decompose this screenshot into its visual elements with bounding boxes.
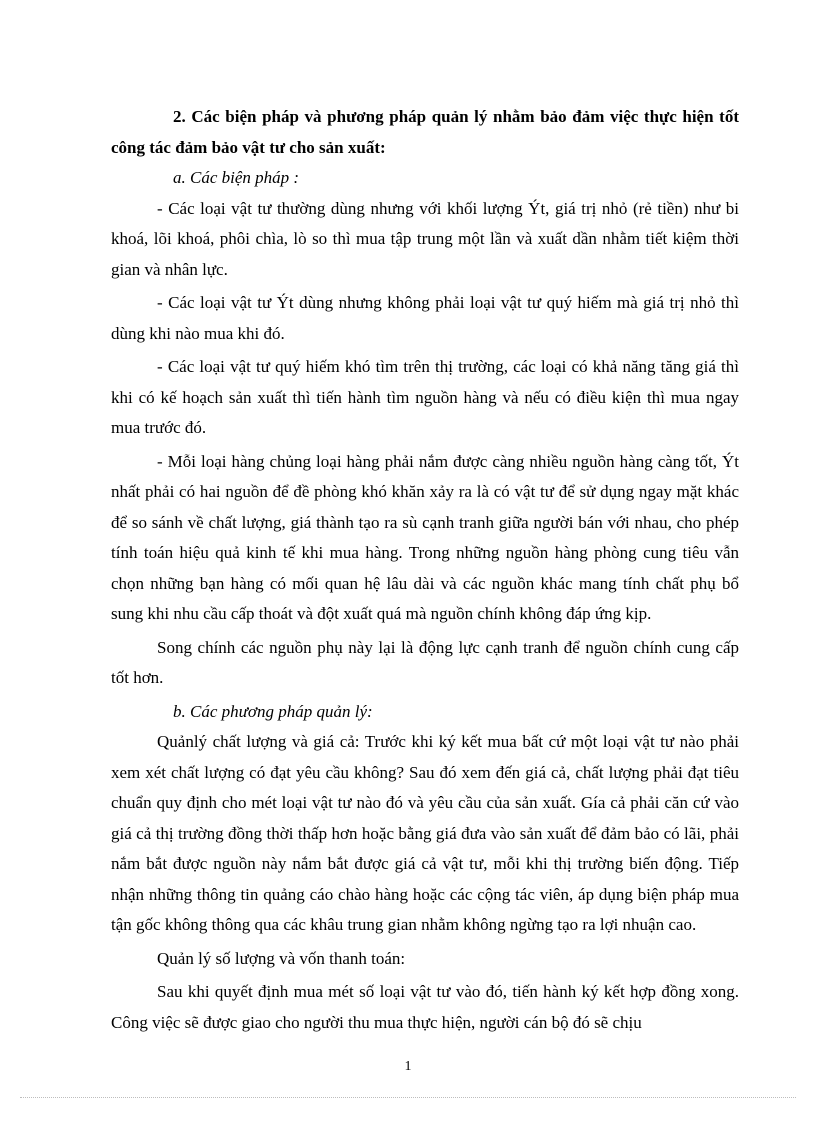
- page-bottom-divider: [20, 1097, 796, 1098]
- paragraph-secondary-sources: Song chính các nguồn phụ này lại là động lực cạnh tranh để nguồn chính cung cấp tốt hơn.: [111, 637, 739, 687]
- paragraph-scarce-materials: - Các loại vật tư quý hiếm khó tìm trên thị trường, các loại có khả năng tăng giá thì khi có kế hoạch sản xuất thì tiến hành tìm nguồn hàng và nếu có điều kiện thì mua ngay mua trước đó.: [111, 357, 739, 437]
- paragraph-cheap-materials: - Các loại vật tư thường dùng nhưng với khối lượng Ýt, giá trị nhỏ (rẻ tiền) như bi khoá, lõi khoá, phôi chìa, lò so thì mua tập trung một lần và xuất dần nhằm tiết kiệm thời gian và nhân lực.: [111, 198, 739, 279]
- paragraph-rare-use-materials: - Các loại vật tư Ýt dùng nhưng không phải loại vật tư quý hiếm mà giá trị nhỏ thì dùng khi nào mua khi đó.: [111, 293, 739, 343]
- subheading-measures: a. Các biện pháp :: [173, 168, 300, 187]
- paragraph-multiple-sources: - Mỗi loại hàng chủng loại hàng phải nắm được càng nhiều nguồn hàng càng tốt, Ýt nhất phải có hai nguồn để đề phòng khó khăn xảy ra là có vật tư để sử dụng ngay mặt khác để so sánh về chất lượng, giá thành tạo ra sù cạnh tranh giữa người bán với nhau, cho phép tính toán hiệu quả kinh tế khi mua hàng. Trong những nguồn hàng phòng cung tiêu vẫn chọn những bạn hàng có mối quan hệ lâu dài và các nguồn khác mang tính chất phụ bổ sung khi nhu cầu cấp thoát và đột xuất quá mà nguồn chính không đáp ứng kịp.: [111, 451, 739, 623]
- subheading-management-methods: b. Các phương pháp quản lý:: [173, 701, 373, 721]
- document-body: [111, 101, 739, 1038]
- paragraph-contract-execution: Sau khi quyết định mua mét số loại vật tư vào đó, tiến hành ký kết hợp đồng xong. Công việc sẽ được giao cho người thu mua thực hiện, người cán bộ đó sẽ chịu: [111, 982, 739, 1032]
- section-heading: 2. Các biện pháp và phương pháp quản lý nhằm bảo đảm việc thực hiện tốt công tác đảm bảo vật tư cho sản xuất:: [111, 107, 739, 157]
- page-number: 1: [404, 1059, 412, 1074]
- paragraph-quantity-capital-title: Quản lý số lượng và vốn thanh toán:: [157, 948, 406, 968]
- paragraph-quality-price: Quảnlý chất lượng và giá cả: Trước khi ký kết mua bất cứ một loại vật tư nào phải xem xét chất lượng có đạt yêu cầu không? Sau đó xem đến giá cả, chất lượng phải đạt tiêu chuẩn quy định cho mét loại vật tư nào đó và yêu cầu của sản xuất. Gía cả phải căn cứ vào giá cả thị trường đồng thời thấp hơn hoặc bằng giá đưa vào sản xuất để đảm bảo có lãi, phải nắm bắt được nguồn này nắm bắt được giá cả vật tư, mỗi khi thị trường biến động. Tiếp nhận những thông tin quảng cáo chào hàng hoặc các cộng tác viên, áp dụng biện pháp mua tận gốc không thông qua các khâu trung gian nhằm không ngừng tạo ra lợi nhuận cao.: [111, 732, 739, 934]
